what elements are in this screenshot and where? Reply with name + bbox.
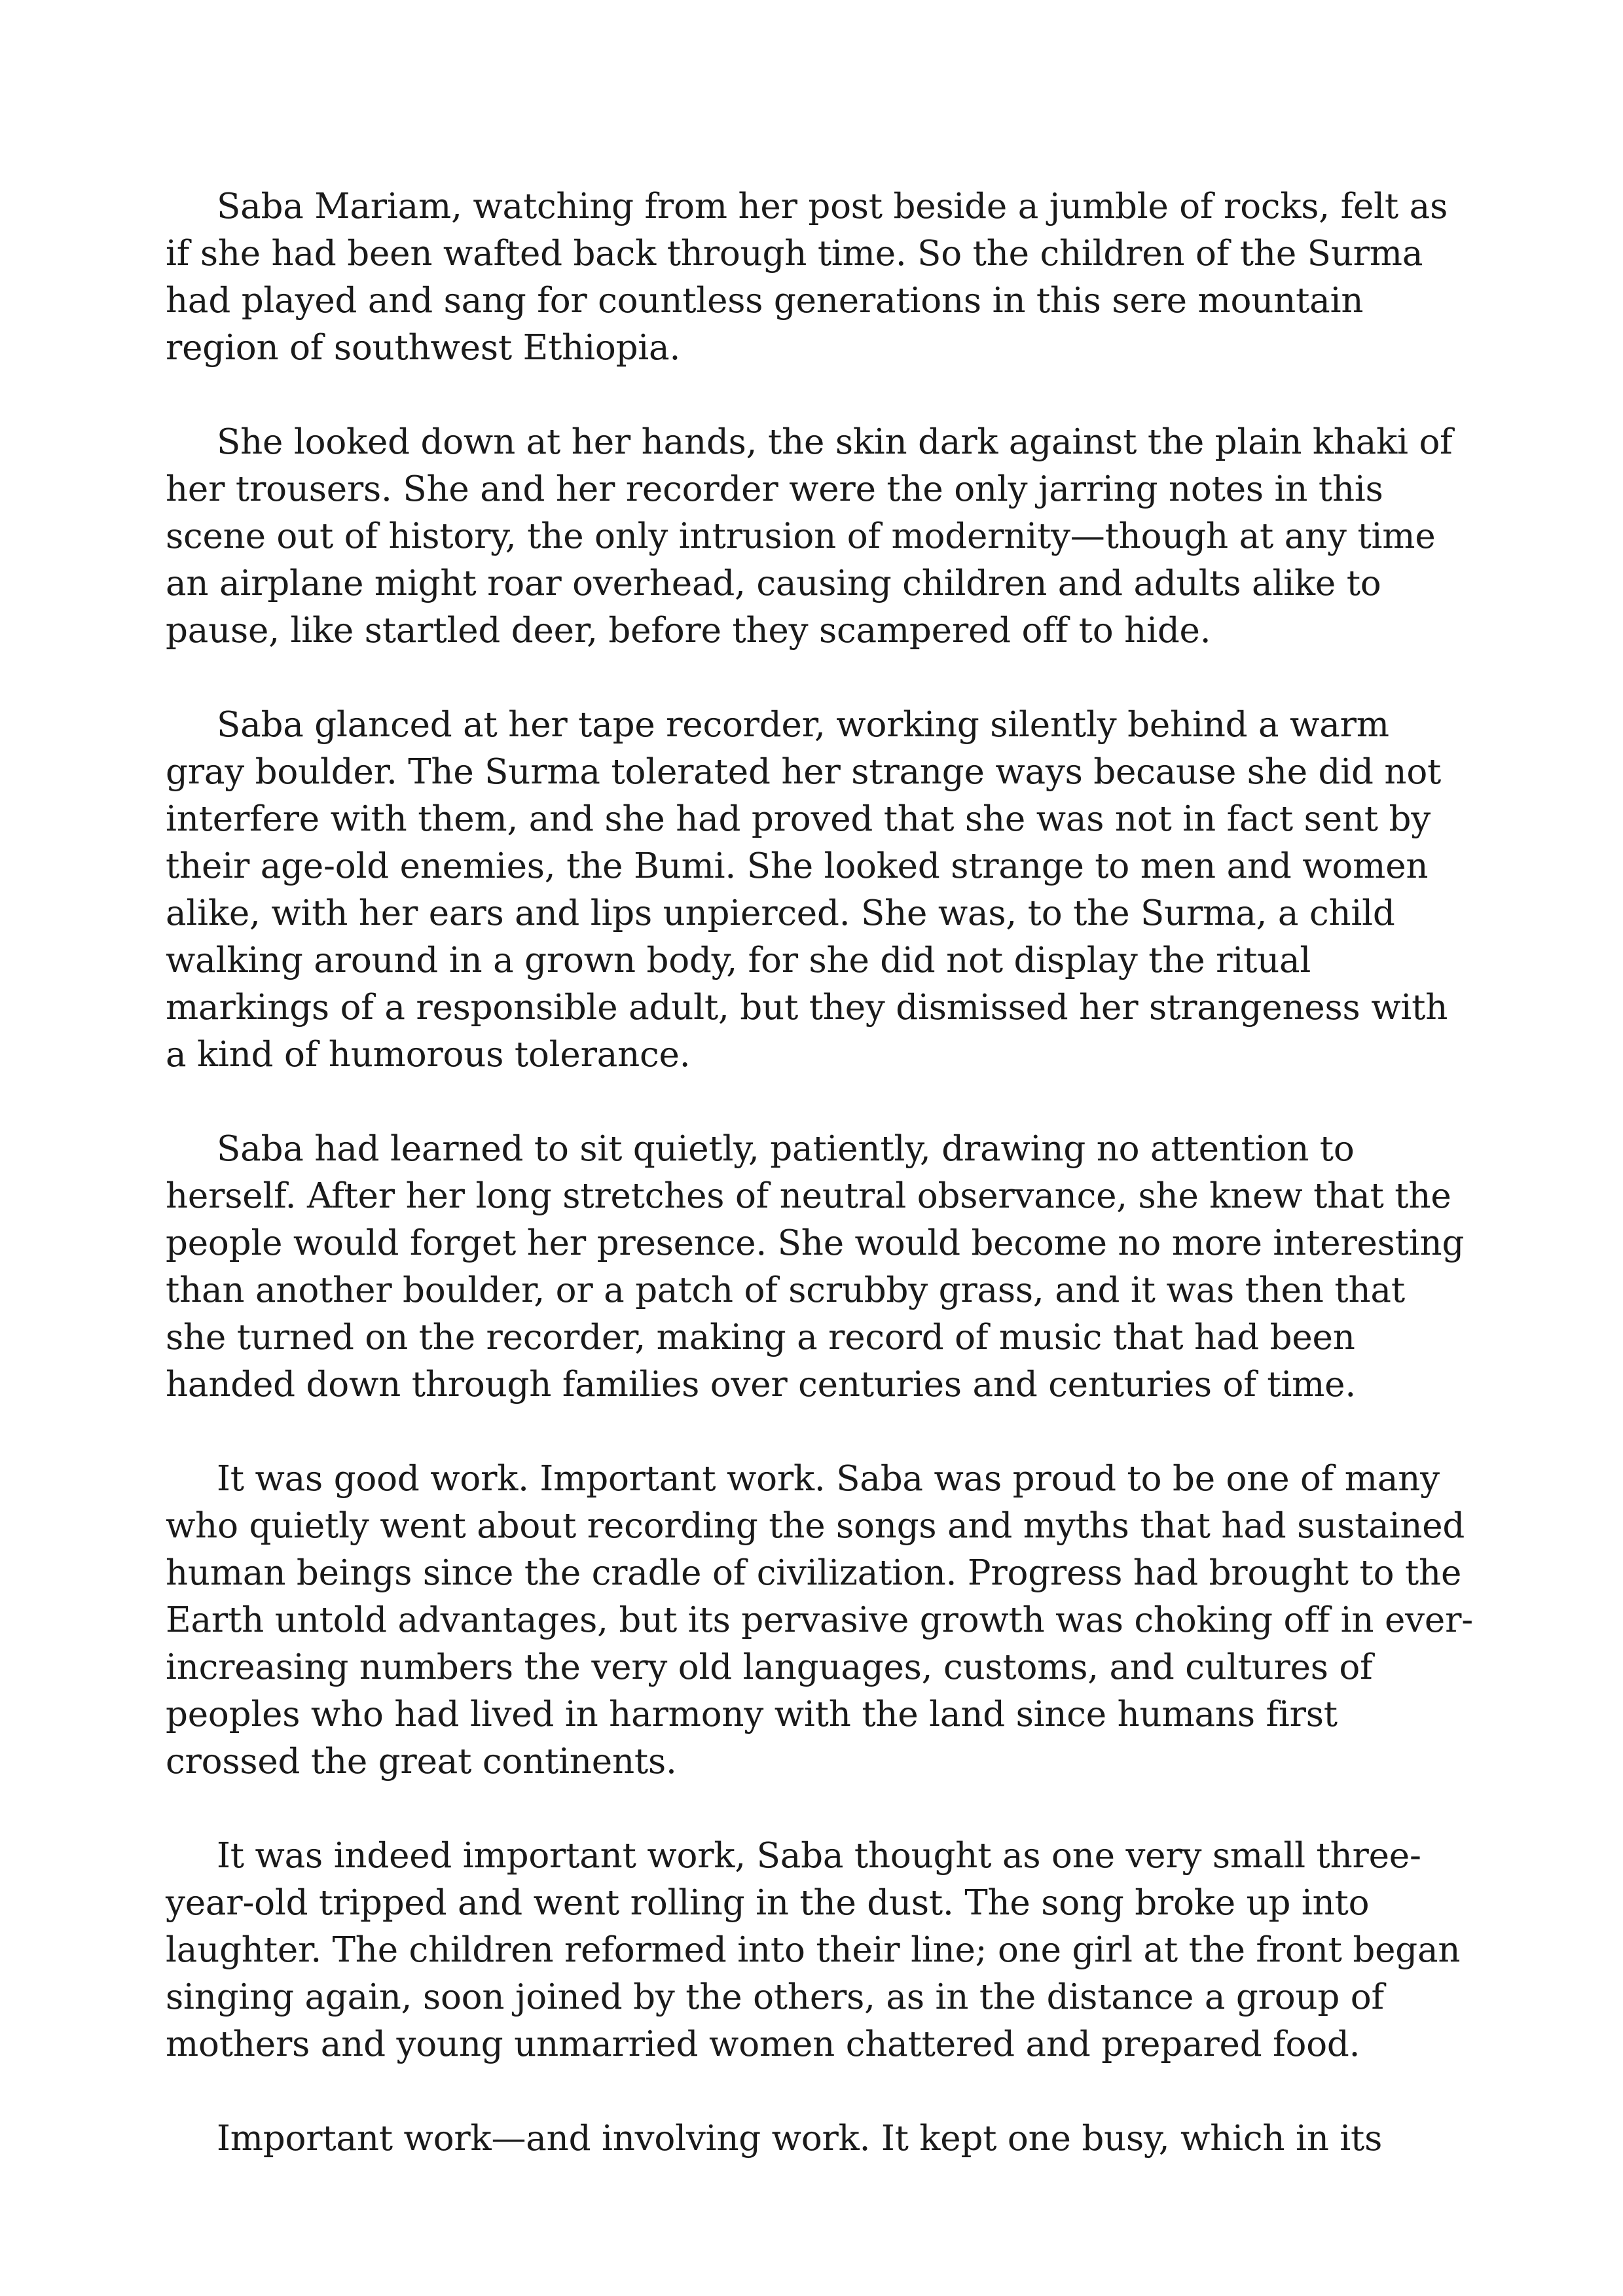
paragraph-7: Important work—and involving work. It kept one busy, which in its [217, 2119, 1383, 2159]
body-text [166, 183, 1475, 2210]
paragraph-2: She looked down at her hands, the skin dark against the plain khaki of her trousers. She and her recorder were the only jarring notes in this scene out of history, the only intrusion of modernity—though at any time an airplane might roar overhead, causing children and adults alike to pause, like startled deer, before they scampered off to hide. [166, 422, 1453, 651]
paragraph-4: Saba had learned to sit quietly, patiently, drawing no attention to herself. After her long stretches of neutral observance, she knew that the people would forget her presence. She would become no more interesting than another boulder, or a patch of scrubby grass, and it was then that she turned on the recorder, making a record of music that had been handed down through families over centuries and centuries of time. [166, 1129, 1465, 1405]
paragraph-5: It was good work. Important work. Saba was proud to be one of many who quietly went about recording the songs and myths that had sustained human beings since the cradle of civilization. Progress had brought to the Earth untold advantages, but its pervasive growth was choking off in ever-increasing numbers the very old languages, customs, and cultures of peoples who had lived in harmony with the land since humans first crossed the great continents. [166, 1459, 1473, 1782]
paragraph-3: Saba glanced at her tape recorder, working silently behind a warm gray boulder. The Surma tolerated her strange ways because she did not interfere with them, and she had proved that she was not in fact sent by their age-old enemies, the Bumi. She looked strange to men and women alike, with her ears and lips unpierced. She was, to the Surma, a child walking around in a grown body, for she did not display the ritual markings of a responsible adult, but they dismissed her strangeness with a kind of humorous tolerance. [166, 705, 1448, 1075]
paragraph-1: Saba Mariam, watching from her post beside a jumble of rocks, felt as if she had been wafted back through time. So the children of the Surma had played and sang for countless generations in this sere mountain region of southwest Ethiopia. [166, 187, 1448, 368]
paragraph-6: It was indeed important work, Saba thought as one very small three-year-old tripped and went rolling in the dust. The song broke up into laughter. The children reformed into their line; one girl at the front began singing again, soon joined by the others, as in the distance a group of mothers and young unmarried women chattered and prepared food. [166, 1836, 1461, 2064]
